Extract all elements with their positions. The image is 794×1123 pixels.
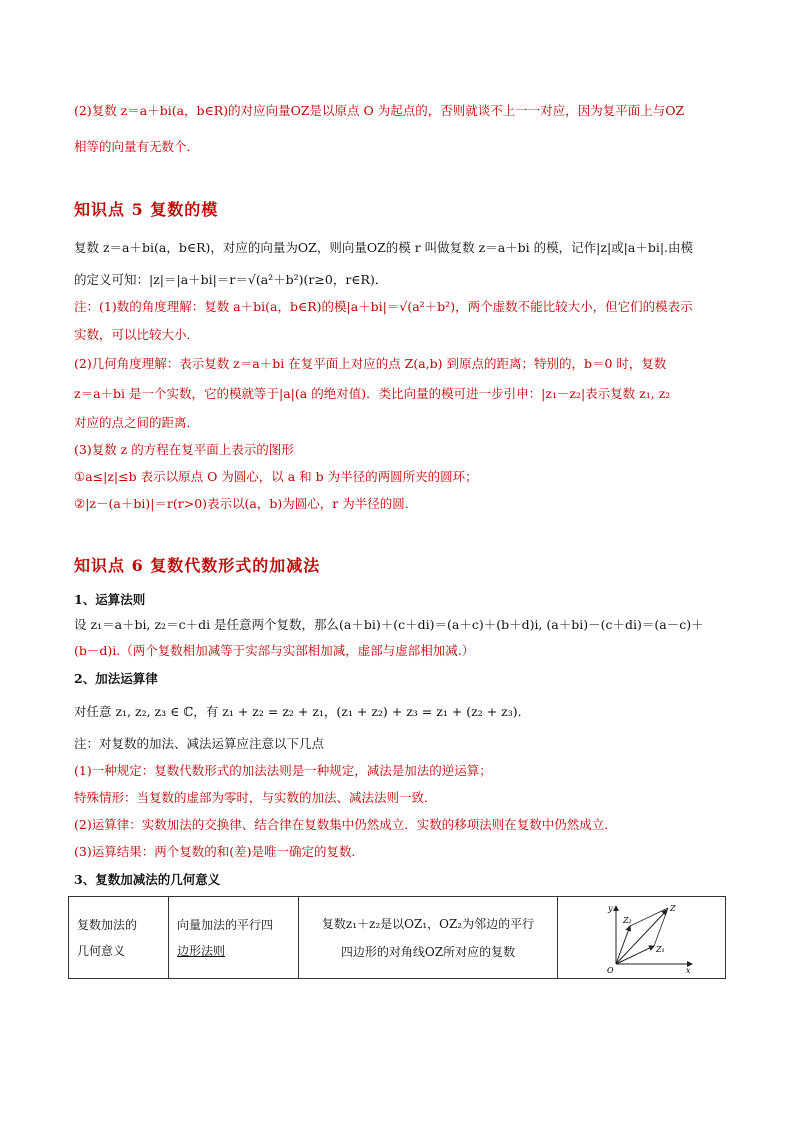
intro-line-1: (2)复数 z＝a＋bi(a，b∈R)的对应向量OZ是以原点 O 为起点的，否则就谈不上一一对应，因为复平面上与OZ xyxy=(74,103,685,118)
table-label-line-2: 几何意义 xyxy=(77,943,126,958)
operations-note-2: (2)运算律：实数加法的交换律、结合律在复数集中仍然成立．实数的移项法则在复数中仍然成立． xyxy=(74,817,617,832)
addition-rule-line-2: (b－d)i.（两个复数相加减等于实部与实部相加减，虚部与虚部相加减.） xyxy=(74,643,475,658)
modulus-definition-line-1: 复数 z＝a＋bi(a，b∈R)，对应的向量为OZ，则向量OZ的模 r 叫做复数 z＝a＋bi 的模，记作|z|或|a＋bi|.由模 xyxy=(74,240,694,255)
table-description-line-1: 复数z₁＋z₂是以OZ₁，OZ₂为邻边的平行 xyxy=(321,916,535,931)
operations-note-title: 注：对复数的加法、减法运算应注意以下几点 xyxy=(74,736,325,751)
table-rule-line-1: 向量加法的平行四 xyxy=(177,917,274,932)
note-1-line-2: 实数，可以比较大小． xyxy=(74,327,200,342)
note-1-line-1: 注：(1)数的角度理解：复数 a＋bi(a，b∈R)的模|a＋bi|＝√(a²＋b²)，两个虚数不能比较大小，但它们的模表示 xyxy=(74,299,693,314)
table-rule-line-2: 边形法则 xyxy=(177,943,226,958)
label-x: x xyxy=(686,966,691,974)
note-2-line-2: z＝a＋bi 是一个实数，它的模就等于|a|(a 的绝对值)．类比向量的模可进一步引申：|z₁－z₂|表示复数 z₁, z₂ xyxy=(74,386,671,401)
note-3-item-2: ②|z－(a＋bi)|＝r(r>0)表示以(a，b)为圆心，r 为半径的圆． xyxy=(74,496,418,511)
table-cell-label xyxy=(69,897,169,979)
operations-note-special: 特殊情形：当复数的虚部为零时，与实数的加法、减法法则一致． xyxy=(74,790,437,805)
note-2-line-1: (2)几何角度理解：表示复数 z＝a＋bi 在复平面上对应的点 Z(a,b) 到原点的距离；特别的，b＝0 时，复数 xyxy=(74,356,667,371)
label-z1: Z₁ xyxy=(656,945,665,954)
label-origin: O xyxy=(607,966,614,974)
note-2-line-3: 对应的点之间的距离． xyxy=(74,415,200,430)
addition-laws: 对任意 z₁, z₂, z₃ ∈ ℂ，有 z₁ + z₂ = z₂ + z₁，(z₁ + z₂) + z₃ = z₁ + (z₂ + z₃)． xyxy=(74,704,531,719)
operations-note-3: (3)运算结果：两个复数的和(差)是唯一确定的复数． xyxy=(74,844,364,859)
section-5-heading: 知识点 5 复数的模 xyxy=(74,200,219,219)
label-z2: Z₂ xyxy=(623,916,632,925)
table-description-line-2: 四边形的对角线OZ所对应的复数 xyxy=(340,944,516,959)
table-label-line-1: 复数加法的 xyxy=(77,917,138,932)
note-3: (3)复数 z 的方程在复平面上表示的图形 xyxy=(74,442,294,457)
table-cell-description xyxy=(299,897,558,979)
table-cell-rule xyxy=(169,897,299,979)
subheading-geometry: 3、复数加减法的几何意义 xyxy=(74,872,221,887)
subheading-laws: 2、加法运算律 xyxy=(74,671,158,686)
geometric-meaning-table xyxy=(68,896,726,979)
addition-rule-line-1: 设 z₁＝a＋bi, z₂＝c＋di 是任意两个复数，那么(a＋bi)＋(c＋di)＝(a＋c)＋(b＋d)i, (a＋bi)－(c＋di)＝(a－c)＋ xyxy=(74,617,704,632)
modulus-definition-line-2: 的定义可知：|z|＝|a＋bi|＝r＝√(a²＋b²)(r≥0，r∈R)． xyxy=(74,272,388,287)
parallelogram-figure xyxy=(606,902,696,974)
intro-line-2: 相等的向量有无数个． xyxy=(74,139,200,154)
section-6-heading: 知识点 6 复数代数形式的加减法 xyxy=(74,556,321,575)
note-3-item-1: ①a≤|z|≤b 表示以原点 O 为圆心，以 a 和 b 为半径的两圆所夹的圆环； xyxy=(74,469,478,484)
label-y: y xyxy=(608,904,613,913)
operations-note-1: (1)一种规定：复数代数形式的加法法则是一种规定，减法是加法的逆运算； xyxy=(74,763,492,778)
table-cell-figure xyxy=(558,897,726,979)
subheading-rules: 1、运算法则 xyxy=(74,592,146,607)
label-z: Z xyxy=(670,904,676,913)
